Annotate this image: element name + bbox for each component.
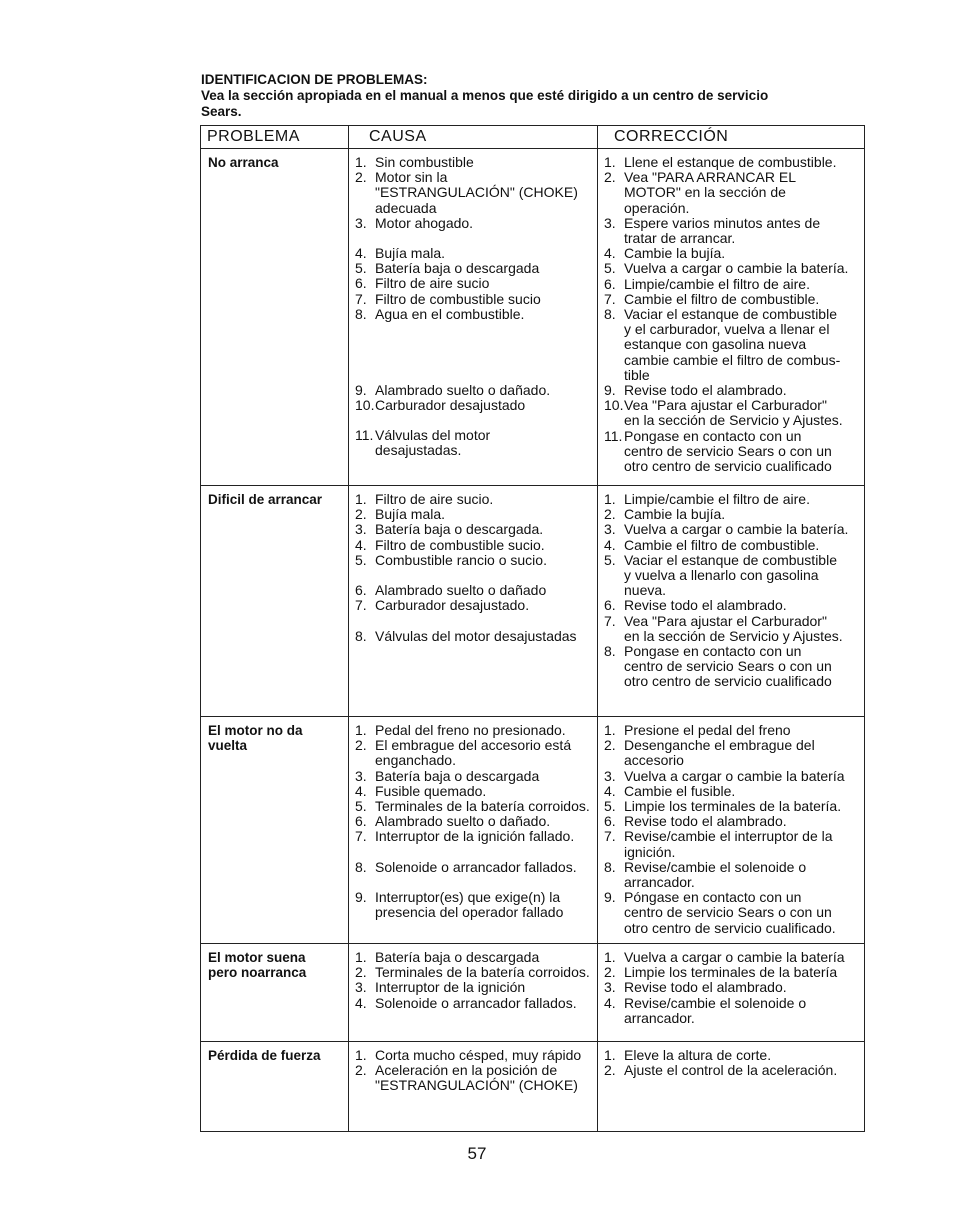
item-text: Agua en el combustible. [375, 305, 525, 322]
item-number: 7. [604, 290, 616, 307]
item-number: 3. [355, 214, 367, 231]
section-heading [201, 72, 861, 120]
cause-item [355, 413, 597, 428]
item-text [375, 614, 597, 629]
item-text [375, 845, 597, 860]
item-number: 1. [355, 154, 367, 170]
item-text: Pongase en contacto con un centro de servicio Sears o con un otro centro de servicio cualificado [624, 427, 832, 475]
table-row [201, 944, 865, 1042]
item-number: 8. [604, 643, 616, 660]
item-text: Interruptor de la ignición fallado. [375, 828, 575, 845]
item-number: 7. [604, 828, 616, 845]
item-number: 6. [355, 813, 367, 830]
correction-item [604, 950, 864, 965]
item-number: 11. [355, 427, 374, 444]
item-number: 1. [355, 491, 367, 507]
item-text: Terminales de la batería corroidos. [375, 798, 590, 815]
item-text: Revise/cambie el solenoide o arrancador. [624, 858, 807, 891]
correction-item [604, 890, 864, 936]
correction-item [604, 155, 864, 170]
item-text: Válvulas del motor desajustadas [375, 627, 577, 644]
cause-item [355, 738, 597, 768]
item-number: 4. [604, 536, 616, 553]
item-text: Filtro de combustible sucio [375, 290, 541, 307]
correction-list [598, 1048, 864, 1078]
item-number: 1. [355, 722, 367, 738]
problem-cell: El motor suena pero noarranca [201, 944, 349, 1042]
cause-item [355, 231, 597, 246]
cause-item [355, 246, 597, 261]
item-number: 9. [355, 888, 367, 905]
cause-item [355, 1048, 597, 1063]
item-text: Presione el pedal del freno [624, 722, 791, 738]
item-number: 8. [604, 858, 616, 875]
item-text: Pongase en contacto con un centro de servicio Sears o con un otro centro de servicio cualificado [624, 643, 832, 690]
item-text: Vuelva a cargar o cambie la batería [624, 767, 845, 784]
problem-cell: No arranca [201, 149, 349, 486]
correction-item [604, 538, 864, 553]
item-text: Limpie/cambie el filtro de aire. [624, 275, 810, 292]
item-text: Terminales de la batería corroidos. [375, 964, 590, 981]
item-number: 10. [355, 397, 375, 414]
cause-item [355, 568, 597, 583]
cause-cell [349, 717, 598, 944]
item-text: Filtro de aire sucio. [375, 491, 494, 507]
item-number: 1. [355, 949, 367, 965]
item-text: Revise todo el alambrado. [624, 813, 787, 830]
section-intro-line-1: Vea la sección apropiada en el manual a menos que esté dirigido a un centro de servicio [201, 88, 769, 103]
item-text: Filtro de aire sucio [375, 275, 490, 292]
item-number: 2. [355, 737, 367, 754]
item-text: Interruptor(es) que exige(n) la presencia del operador fallado [375, 888, 564, 921]
cause-list [349, 723, 597, 920]
item-text: Revise todo el alambrado. [624, 979, 787, 996]
item-text: Cambie el fusible. [624, 782, 736, 799]
item-text: Batería baja o descargada [375, 767, 540, 784]
cause-item [355, 216, 597, 231]
item-text: Interruptor de la ignición [375, 979, 526, 996]
correction-item [604, 799, 864, 814]
item-text [375, 875, 597, 890]
item-text: Revise/cambie el solenoide o arrancador. [624, 994, 807, 1026]
correction-item [604, 522, 864, 537]
item-text: Cambie el filtro de combustible. [624, 290, 820, 307]
correction-item [604, 738, 864, 768]
item-number: 6. [355, 582, 367, 599]
correction-item [604, 261, 864, 276]
correction-item [604, 614, 864, 644]
item-text: Solenoide o arrancador fallados. [375, 858, 577, 875]
cause-item [355, 965, 597, 980]
item-number: 4. [604, 782, 616, 799]
item-text: Batería baja o descargada [375, 949, 540, 965]
item-text: Motor sin la "ESTRANGULACIÓN" (CHOKE) adecuada [375, 169, 578, 216]
item-number: 2. [604, 737, 616, 754]
cause-item [355, 428, 597, 458]
item-number: 2. [604, 964, 616, 981]
item-text: Combustible rancio o sucio. [375, 551, 547, 568]
correction-item [604, 829, 864, 859]
item-text: Batería baja o descargada. [375, 521, 544, 538]
item-text: Vea "Para ajustar el Carburador" en la sección de Servicio y Ajustes. [624, 612, 843, 644]
item-number [355, 322, 375, 383]
correction-item [604, 723, 864, 738]
item-number [355, 875, 375, 890]
item-number: 4. [355, 782, 367, 799]
section-title: IDENTIFICACION DE PROBLEMAS: [201, 72, 428, 87]
item-number: 3. [604, 979, 616, 996]
correction-item [604, 246, 864, 261]
item-text: Corta mucho césped, muy rápido [375, 1047, 582, 1063]
item-number: 5. [355, 551, 367, 568]
item-text: Aceleración en la posición de "ESTRANGULACIÓN" (CHOKE) [375, 1062, 578, 1094]
cause-item [355, 383, 597, 398]
problem-cell: Pérdida de fuerza [201, 1042, 349, 1132]
item-number: 2. [604, 169, 616, 186]
cause-item [355, 860, 597, 875]
item-text: Desenganche el embrague del accesorio [624, 737, 815, 769]
cause-cell [349, 486, 598, 717]
item-text: Cambie la bujía. [624, 245, 726, 262]
item-text [375, 568, 597, 583]
item-number: 4. [604, 245, 616, 262]
correction-item [604, 860, 864, 890]
item-number: 5. [355, 260, 367, 277]
item-number: 6. [604, 597, 616, 614]
item-text: Sin combustible [375, 154, 474, 170]
problem-cell: El motor no da vuelta [201, 717, 349, 944]
table-row [201, 149, 865, 486]
item-number: 5. [604, 798, 616, 815]
item-number: 7. [355, 597, 367, 614]
correction-item [604, 277, 864, 292]
correction-cell [598, 1042, 865, 1132]
correction-item [604, 996, 864, 1026]
cause-item [355, 769, 597, 784]
cause-item [355, 996, 597, 1011]
item-number: 1. [604, 722, 616, 738]
item-text: Batería baja o descargada [375, 260, 540, 277]
page-number: 57 [467, 1144, 487, 1163]
cause-item [355, 1063, 597, 1093]
item-number: 3. [355, 521, 367, 538]
item-text: Vea "Para ajustar el Carburador" en la sección de Servicio y Ajustes. [624, 397, 843, 429]
item-number: 4. [355, 245, 367, 262]
table-row [201, 717, 865, 944]
section-intro-line-2: Sears. [201, 104, 242, 119]
item-text: Pedal del freno no presionado. [375, 722, 566, 738]
cause-item [355, 723, 597, 738]
correction-item [604, 292, 864, 307]
cause-list [349, 155, 597, 459]
item-number: 6. [604, 813, 616, 830]
item-text: Alambrado suelto o dañado. [375, 813, 551, 830]
item-number: 11. [604, 427, 623, 444]
correction-item [604, 784, 864, 799]
cause-list [349, 950, 597, 1011]
correction-item [604, 980, 864, 995]
correction-cell [598, 944, 865, 1042]
item-text [375, 231, 597, 246]
item-number [355, 845, 375, 860]
item-text: Ajuste el control de la aceleración. [624, 1062, 838, 1079]
correction-item [604, 492, 864, 507]
column-header-problem: PROBLEMA [201, 126, 349, 149]
item-text: Carburador desajustado. [375, 597, 530, 614]
item-text: Alambrado suelto o dañado. [375, 381, 551, 398]
item-number: 2. [604, 506, 616, 523]
correction-cell [598, 717, 865, 944]
cause-item [355, 629, 597, 644]
item-text: Limpie los terminales de la batería. [624, 798, 842, 815]
cause-item [355, 538, 597, 553]
correction-item [604, 769, 864, 784]
item-number: 2. [355, 169, 367, 186]
correction-item [604, 1063, 864, 1078]
item-number: 1. [604, 154, 616, 170]
item-number: 8. [355, 858, 367, 875]
item-text: Limpie/cambie el filtro de aire. [624, 491, 810, 507]
item-text: Llene el estanque de combustible. [624, 154, 837, 170]
item-number [355, 614, 375, 629]
column-header-cause: CAUSA [349, 126, 598, 149]
item-number: 9. [604, 382, 616, 399]
cause-item [355, 155, 597, 170]
item-number: 1. [604, 1047, 616, 1063]
item-number [355, 231, 375, 246]
item-text: Carburador desajustado [375, 397, 526, 414]
cause-item [355, 890, 597, 920]
item-text: Póngase en contacto con un centro de servicio Sears o con un otro centro de servicio cualificado. [624, 889, 836, 936]
cause-item [355, 276, 597, 291]
cause-item [355, 292, 597, 307]
item-text: El embrague del accesorio está enganchado. [375, 737, 572, 769]
cause-list [349, 492, 597, 644]
cause-item [355, 614, 597, 629]
item-number [355, 413, 375, 428]
correction-item [604, 814, 864, 829]
item-number: 3. [604, 214, 616, 231]
item-text: Vuelva a cargar o cambie la batería. [624, 260, 849, 277]
item-number: 8. [355, 627, 367, 644]
cause-item [355, 261, 597, 276]
item-text: Vaciar el estanque de combustible y vuelva a llenarlo con gasolina nueva. [624, 551, 837, 599]
item-number: 1. [355, 1047, 367, 1063]
cause-item [355, 398, 597, 413]
item-text: Revise todo el alambrado. [624, 382, 787, 399]
item-number: 10. [604, 397, 624, 414]
table-header-row [201, 126, 865, 149]
item-number: 6. [604, 275, 616, 292]
item-text: Limpie los terminales de la batería [624, 964, 838, 981]
cause-item [355, 307, 597, 322]
item-number [355, 568, 375, 583]
item-text: Revise/cambie el interruptor de la ignición. [624, 828, 833, 860]
correction-list [598, 492, 864, 690]
correction-item [604, 644, 864, 690]
cause-item [355, 845, 597, 860]
item-text: Vaciar el estanque de combustible y el carburador, vuelva a llenar el estanque con gasolina nueva cambie cambie el filtro de combus- tible [624, 306, 841, 383]
correction-item [604, 429, 864, 475]
item-text: Cambie el filtro de combustible. [624, 536, 820, 553]
cause-item [355, 322, 597, 383]
item-text: Espere varios minutos antes de tratar de arrancar. [624, 214, 821, 247]
correction-item [604, 307, 864, 383]
item-number: 2. [355, 964, 367, 981]
item-text: Revise todo el alambrado. [624, 597, 787, 614]
correction-item [604, 1048, 864, 1063]
cause-item [355, 799, 597, 814]
correction-list [598, 155, 864, 474]
item-text: Válvulas del motor desajustadas. [375, 427, 491, 459]
cause-cell [349, 1042, 598, 1132]
item-number: 4. [355, 536, 367, 553]
item-number: 5. [604, 260, 616, 277]
cause-list [349, 1048, 597, 1094]
correction-item [604, 170, 864, 216]
item-number: 8. [604, 306, 616, 323]
item-text: Vea "PARA ARRANCAR EL MOTOR" en la sección de operación. [624, 169, 797, 216]
cause-cell [349, 149, 598, 486]
item-number: 3. [355, 979, 367, 996]
correction-item [604, 507, 864, 522]
item-number: 9. [355, 381, 367, 398]
cause-item [355, 814, 597, 829]
column-header-correction: CORRECCIÓN [598, 126, 865, 149]
table-row [201, 486, 865, 717]
item-text: Motor ahogado. [375, 214, 474, 231]
item-number: 7. [355, 290, 367, 307]
item-text: Fusible quemado. [375, 782, 487, 799]
cause-item [355, 950, 597, 965]
item-number: 7. [604, 612, 616, 629]
item-number: 3. [604, 521, 616, 538]
item-text: Filtro de combustible sucio. [375, 536, 545, 553]
item-text: Solenoide o arrancador fallados. [375, 994, 577, 1011]
problem-cell: Dificil de arrancar [201, 486, 349, 717]
item-text: Vuelva a cargar o cambie la batería. [624, 521, 849, 538]
item-number: 4. [604, 994, 616, 1011]
cause-item [355, 507, 597, 522]
correction-item [604, 553, 864, 599]
item-text: Vuelva a cargar o cambie la batería [624, 949, 845, 965]
table-row [201, 1042, 865, 1132]
item-number: 2. [355, 1062, 367, 1079]
troubleshooting-table [200, 125, 865, 1132]
cause-item [355, 875, 597, 890]
cause-item [355, 829, 597, 844]
item-number: 2. [355, 506, 367, 523]
item-text: Bujía mala. [375, 506, 446, 523]
item-text [375, 322, 597, 383]
item-number: 9. [604, 889, 616, 906]
item-number: 3. [604, 767, 616, 784]
correction-item [604, 598, 864, 613]
cause-item [355, 553, 597, 568]
item-text: Eleve la altura de corte. [624, 1047, 772, 1063]
correction-list [598, 950, 864, 1026]
item-text: Alambrado suelto o dañado [375, 582, 547, 599]
item-number: 3. [355, 767, 367, 784]
cause-cell [349, 944, 598, 1042]
item-number: 8. [355, 305, 367, 322]
item-number: 6. [355, 275, 367, 292]
item-number: 4. [355, 994, 367, 1011]
correction-cell [598, 149, 865, 486]
correction-item [604, 383, 864, 398]
item-number: 5. [355, 798, 367, 815]
correction-list [598, 723, 864, 936]
correction-item [604, 965, 864, 980]
correction-cell [598, 486, 865, 717]
item-number: 1. [604, 949, 616, 965]
item-text: Cambie la bujía. [624, 506, 726, 523]
item-number: 1. [604, 491, 616, 507]
item-text [375, 413, 597, 428]
cause-item [355, 492, 597, 507]
item-number: 2. [604, 1062, 616, 1079]
item-text: Bujía mala. [375, 245, 446, 262]
item-number: 7. [355, 828, 367, 845]
cause-item [355, 784, 597, 799]
cause-item [355, 980, 597, 995]
correction-item [604, 398, 864, 428]
cause-item [355, 598, 597, 613]
cause-item [355, 170, 597, 216]
item-number: 5. [604, 551, 616, 568]
cause-item [355, 522, 597, 537]
cause-item [355, 583, 597, 598]
correction-item [604, 216, 864, 246]
